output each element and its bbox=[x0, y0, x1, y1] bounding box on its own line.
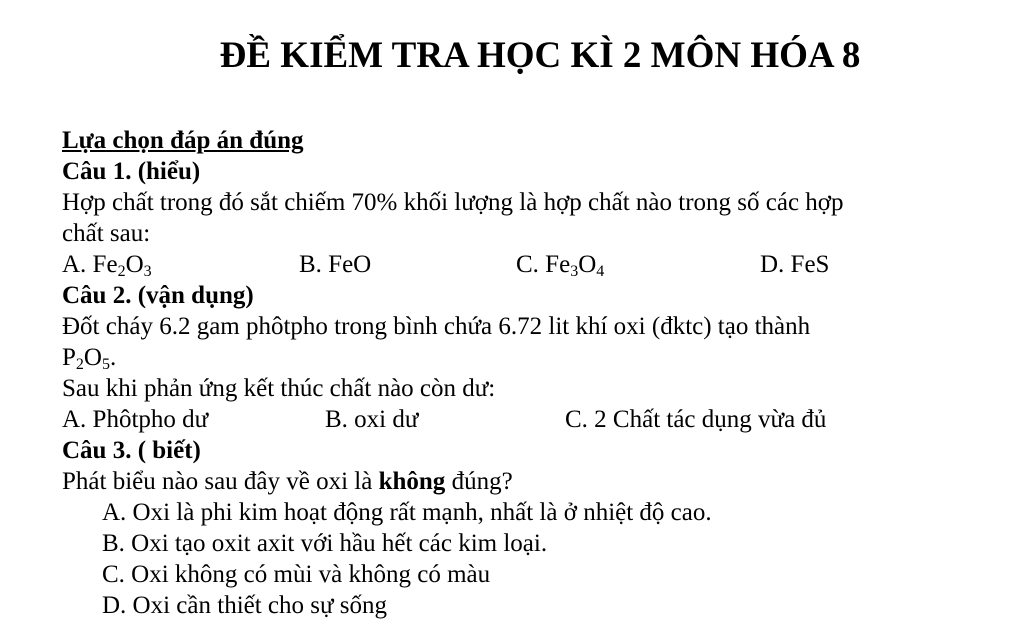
section-heading: Lựa chọn đáp án đúng bbox=[62, 127, 304, 154]
question-2-option-b: B. oxi dư bbox=[325, 406, 419, 433]
question-3-prompt-emphasis: không bbox=[378, 468, 446, 495]
question-2-heading: Câu 2. (vận dụng) bbox=[62, 282, 254, 309]
question-3-option-a: A. Oxi là phi kim hoạt động rất mạnh, nhất là ở nhiệt độ cao. bbox=[102, 499, 712, 526]
question-1-option-b: B. FeO bbox=[299, 251, 372, 278]
question-2-option-c: C. 2 Chất tác dụng vừa đủ bbox=[565, 406, 827, 433]
question-3-heading: Câu 3. ( biết) bbox=[62, 437, 201, 464]
question-1-heading: Câu 1. (hiểu) bbox=[62, 158, 201, 185]
question-1-text-line2: chất sau: bbox=[62, 220, 151, 247]
question-1-text-line1: Hợp chất trong đó sắt chiếm 70% khối lượng là hợp chất nào trong số các hợp bbox=[62, 189, 844, 216]
question-1-option-c: C. $Fe_3O_4$ bbox=[516, 251, 605, 280]
question-3-option-d: D. Oxi cần thiết cho sự sống bbox=[102, 592, 388, 619]
question-2-option-a: A. Phôtpho dư bbox=[62, 406, 209, 433]
question-2-options bbox=[62, 404, 1002, 435]
question-3-option-b: B. Oxi tạo oxit axit với hầu hết các kim loại. bbox=[102, 530, 548, 557]
exam-content bbox=[62, 125, 1002, 621]
question-3-option-c: C. Oxi không có mùi và không có màu bbox=[102, 561, 491, 588]
question-3-prompt: Phát biểu nào sau đây về oxi là không đúng? bbox=[62, 468, 513, 495]
question-2-formula: $P_2O_5$. bbox=[62, 344, 117, 373]
question-2-text-line3: Sau khi phản ứng kết thúc chất nào còn dư: bbox=[62, 375, 496, 402]
question-1-options bbox=[62, 249, 1002, 280]
exam-title: ĐỀ KIỂM TRA HỌC KÌ 2 MÔN HÓA 8 bbox=[219, 35, 861, 76]
question-2-text-line1: Đốt cháy 6.2 gam phôtpho trong bình chứa 6.72 lit khí oxi (đktc) tạo thành bbox=[62, 313, 811, 340]
question-1-option-d: D. FeS bbox=[760, 251, 830, 278]
question-1-option-a: A. $Fe_2O_3$ bbox=[62, 251, 152, 280]
